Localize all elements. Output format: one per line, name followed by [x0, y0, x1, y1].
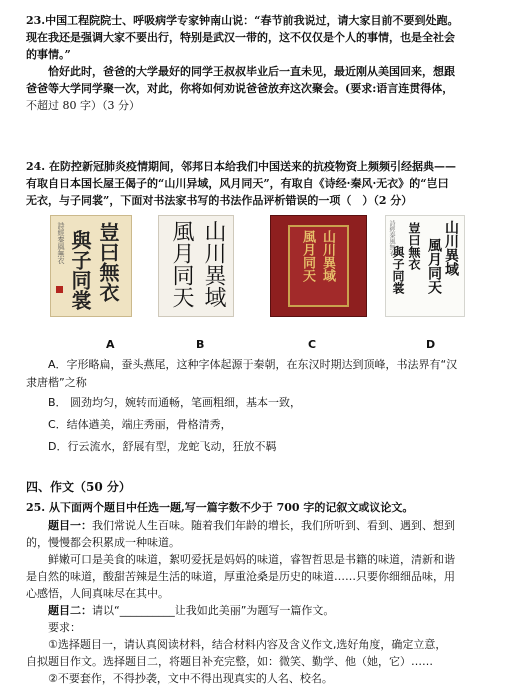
topic-1-line-2: 的，慢慢都会积累成一种味道。 — [26, 536, 180, 549]
figure-c-column-2: 風月同天 — [300, 230, 315, 282]
figure-b-column-2: 風月同天 — [169, 220, 194, 308]
requirement-2: ②不要套作，不得抄袭，文中不得出现真实的人名、校名。 — [48, 672, 333, 685]
figure-label-c: C — [308, 338, 317, 351]
q23-line-1: 23.中国工程院院士、呼吸病学专家钟南山说：“春节前我说过，请大家目前不要到处跑。 — [26, 14, 459, 27]
q23-line-2: 现在我还是强调大家不要出行，特别是武汉一带的，这不仅仅是个人的事情，也是全社会 — [26, 31, 455, 44]
calligraphy-figures — [50, 215, 465, 317]
q23-line-6: 不超过 80 字）（3 分） — [26, 99, 140, 112]
topic-1-line-5: 心感悟，人间真味尽在其中。 — [26, 587, 169, 600]
requirements-heading: 要求： — [48, 621, 81, 634]
figure-label-d: D — [426, 338, 436, 351]
question-25-prompt: 25. 从下面两个题目中任选一题,写一篇字数不少于 700 字的记叙文或议论文。 — [26, 501, 414, 514]
section-4-heading: 四、作文（50 分） — [26, 480, 131, 494]
figure-d-column-3: 豈曰無衣 — [407, 222, 421, 270]
figure-a-column-1: 豈曰無衣 — [96, 222, 120, 302]
option-c: C．结体遒美，端庄秀丽，骨格清秀， — [48, 418, 232, 431]
topic-1-line-4: 是自然的味道，酸甜苦辣是生活的味道，厚重沧桑是历史的味道……只要你细细品味，用 — [26, 570, 455, 583]
question-24 — [26, 158, 491, 209]
q24-line-2: 有取自日本国长屋王偈子的“山川异域，风月同天”，有取自《诗经·秦风·无衣》的“岂曰 — [26, 177, 449, 190]
figure-d-column-2: 風月同天 — [426, 238, 442, 294]
topic-2-line — [26, 602, 491, 619]
q24-line-3: 无衣，与子同裳”，下面对书法家书写的书法作品评析错误的一项（ ）（2 分） — [26, 194, 413, 207]
question-24-options — [26, 356, 491, 458]
figure-d-side-inscription: 詩經秦風無衣 — [388, 220, 395, 256]
q23-line-3: 的事情。” — [26, 48, 71, 61]
figure-a-calligraphy — [50, 215, 132, 317]
figure-label-a: A — [106, 338, 115, 351]
option-a-line-2: 隶唐楷”之称 — [26, 376, 87, 389]
topic-1-line-3: 鲜嫩可口是美食的味道，絮叨爱抚是妈妈的味道，睿智哲思是书籍的味道，清新和谐 — [48, 553, 455, 566]
figure-a-side-inscription: 詩經秦風無衣 — [57, 222, 65, 264]
q24-line-1: 24. 在防控新冠肺炎疫情期间，邻邦日本给我们中国送来的抗疫物资上频频引经据典—— — [26, 160, 456, 173]
topic-1-label: 题目一： — [48, 519, 92, 532]
figure-label-b: B — [196, 338, 205, 351]
topic-1-text-1: 我们常说人生百味。随着我们年龄的增长，我们所听到、看到、遇到、想到 — [92, 519, 455, 532]
requirement-1-line-2: 自拟题目作文。选择题目二，将题目补充完整，如：微笑、勤学、他（她，它）…… — [26, 655, 433, 668]
option-d: D．行云流水，舒展有型，龙蛇飞动，狂放不羁 — [48, 440, 277, 453]
figure-d-calligraphy — [385, 215, 465, 317]
topic-2-text: 请以“__________让我如此美丽”为题写一篇作文。 — [92, 604, 335, 617]
option-a-line-1: A．字形略扁，蚕头燕尾，这种字体起源于秦朝，在东汉时期达到顶峰，书法界有“汉 — [48, 358, 458, 371]
option-b: B． 圆劲均匀，婉转而通畅，笔画粗细，基本一致， — [48, 396, 302, 409]
figure-c-column-1: 山川異域 — [320, 230, 335, 282]
figure-b-column-1: 山川異域 — [201, 220, 226, 308]
section-composition — [26, 477, 491, 687]
q23-line-5: 爸爸等大学同学聚一次，对此，你将如何劝说爸爸放弃这次聚会。(要求:语言连贯得体， — [26, 82, 454, 95]
question-23 — [26, 12, 491, 114]
requirement-1-line-1: ①选择题目一，请认真阅读材料，结合材料内容及含义作文,选好角度，确定立意， — [48, 638, 447, 651]
figure-d-column-4: 與子同裳 — [391, 246, 405, 294]
figure-labels — [26, 338, 491, 354]
topic-2-label: 题目二： — [48, 604, 92, 617]
figure-b-calligraphy — [158, 215, 234, 317]
q23-line-4: 恰好此时，爸爸的大学最好的同学王叔叔毕业后一直未见，最近刚从美国回来，想跟 — [48, 65, 455, 78]
figure-d-column-1: 山川異域 — [443, 220, 459, 276]
figure-a-seal — [56, 286, 63, 293]
topic-1-line-1 — [26, 517, 491, 534]
figure-c-calligraphy — [270, 215, 367, 317]
figure-a-column-2: 與子同裳 — [68, 230, 92, 310]
